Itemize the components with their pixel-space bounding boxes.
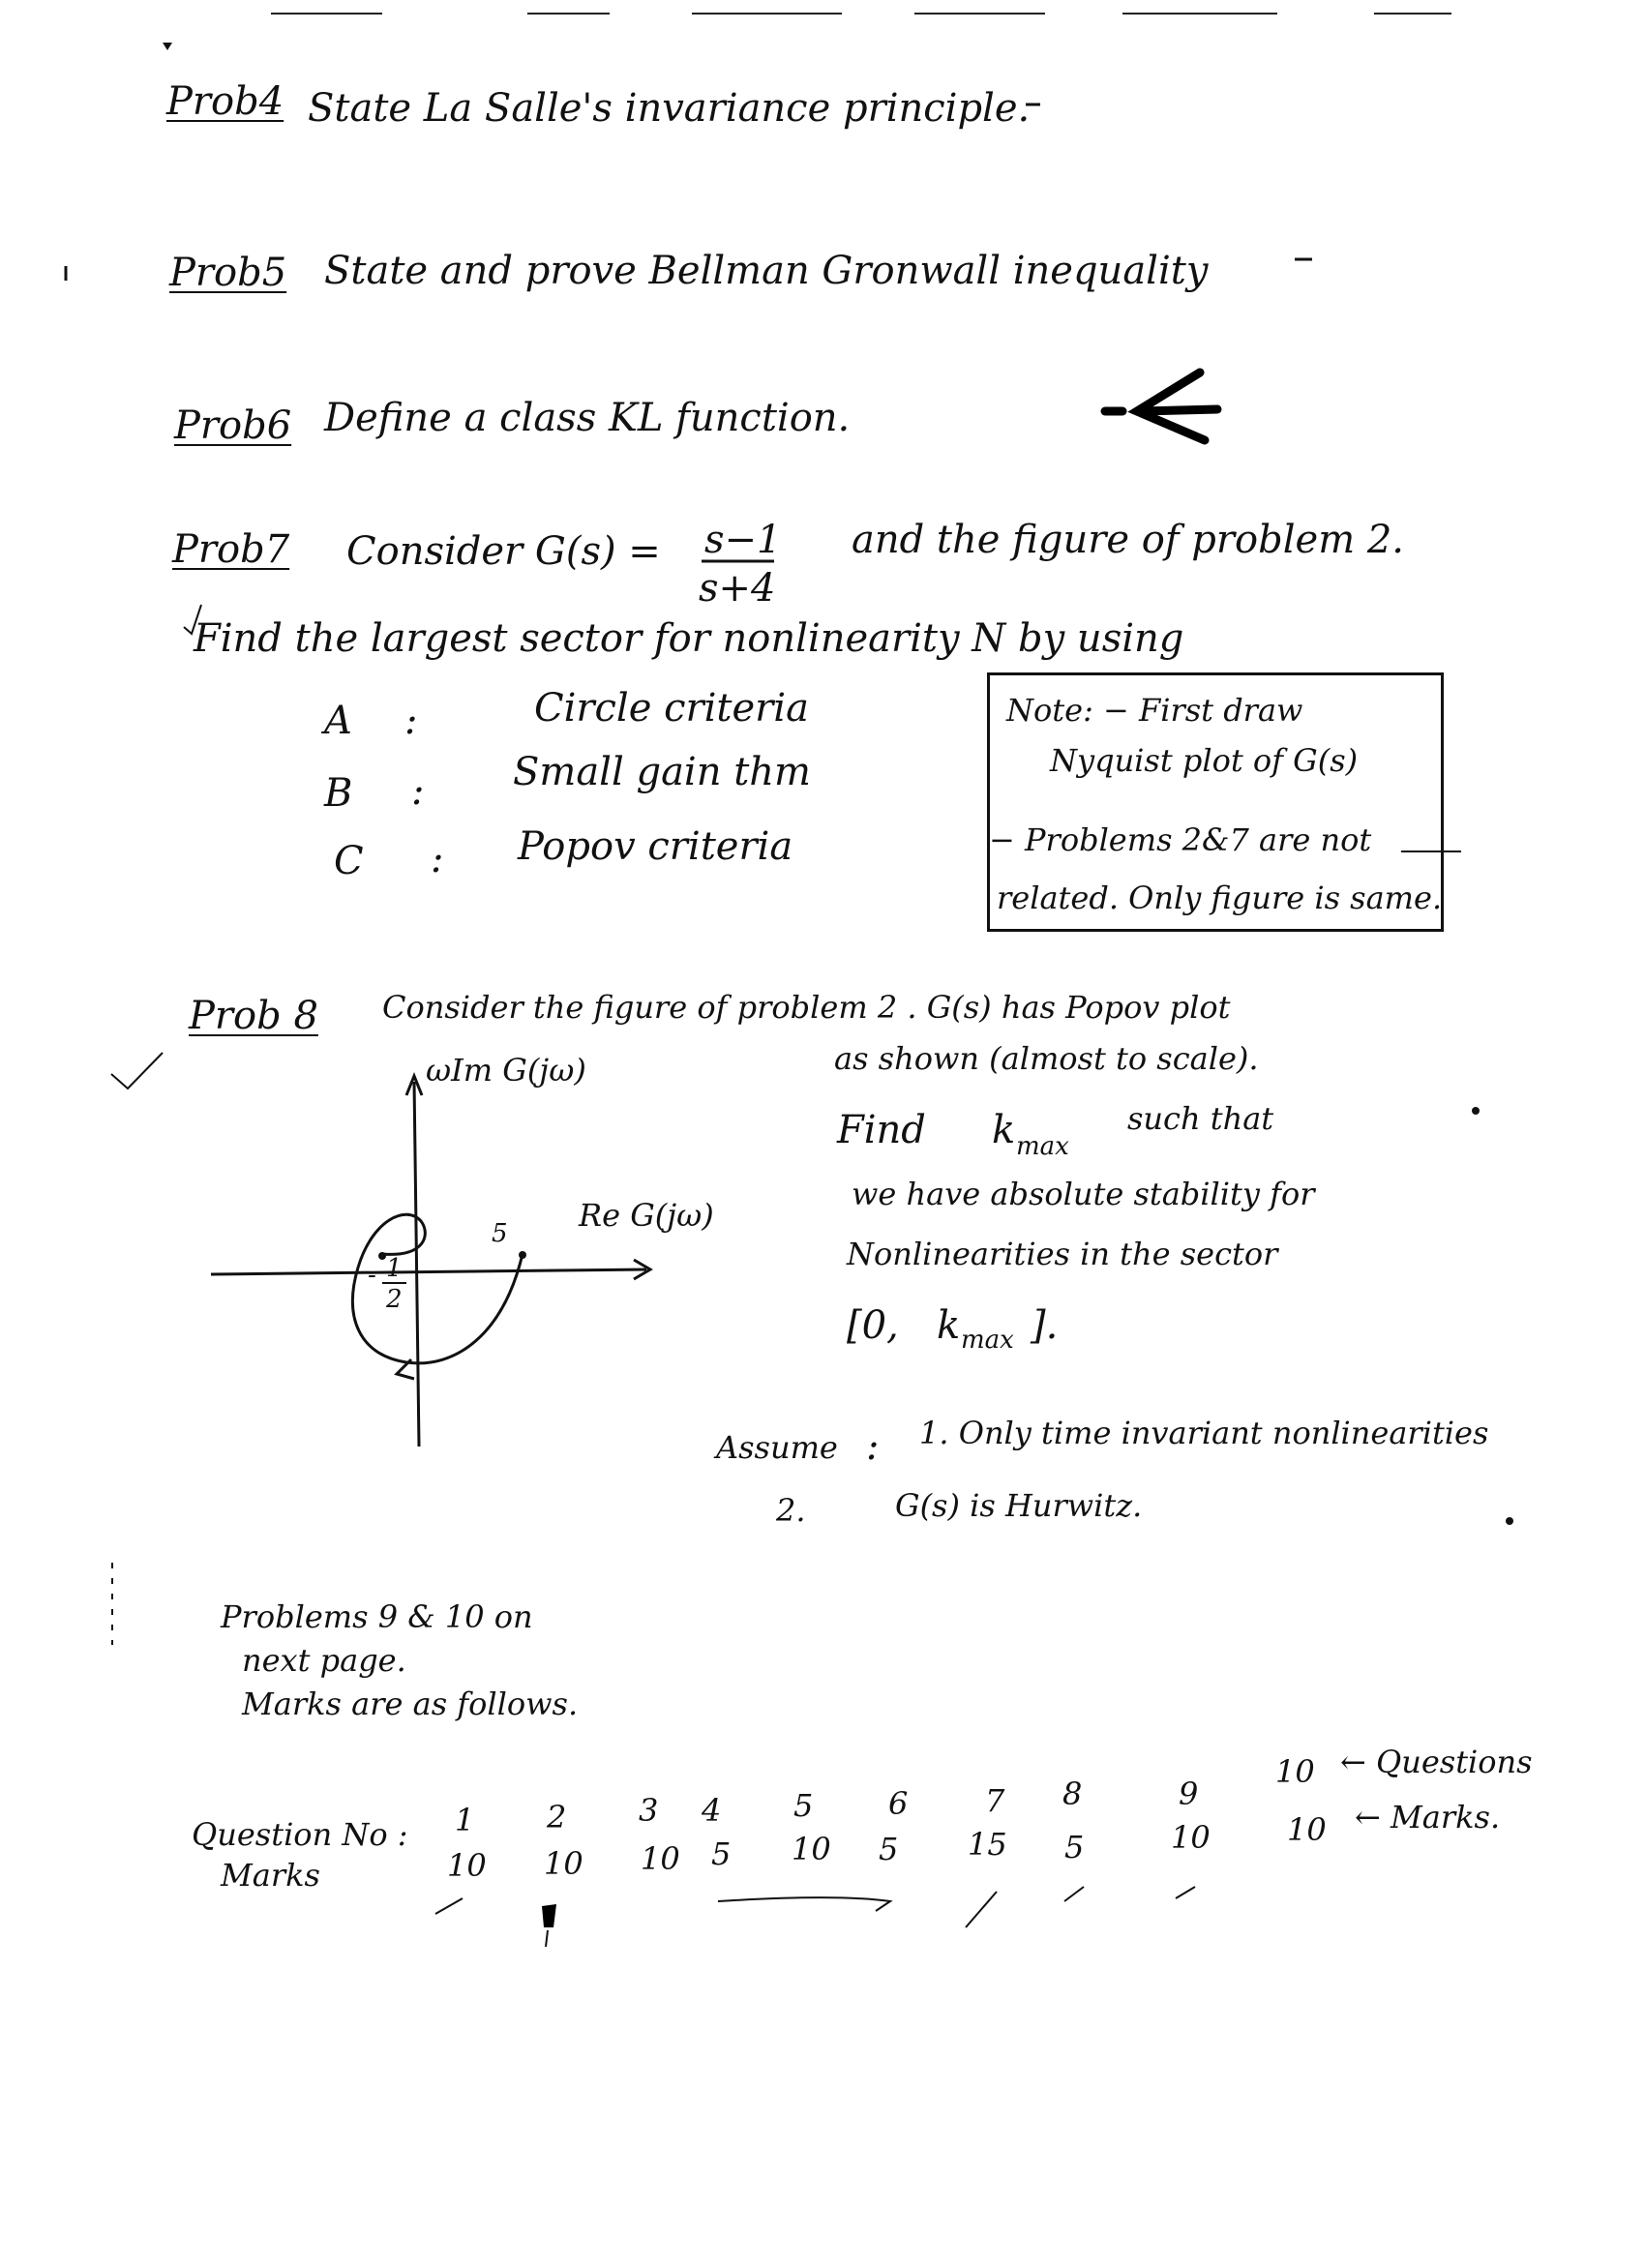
plot-mark-half-den: 2	[386, 1285, 403, 1314]
marks-value: 10	[641, 1840, 680, 1877]
prob7-item-value: Small gain thm	[513, 750, 811, 794]
prob8-k-sub: max	[1016, 1132, 1069, 1161]
mark-blot	[542, 1904, 556, 1927]
note-line1: Note: − First draw	[1006, 692, 1303, 729]
marks-value: 10	[447, 1847, 487, 1884]
prob7-numerator: s−1	[704, 518, 782, 562]
footer-line3: Marks are as follows.	[242, 1686, 579, 1722]
prob7-item-key: A	[324, 699, 352, 743]
marks-value: 5	[711, 1835, 732, 1872]
point-five	[519, 1251, 526, 1259]
question-number: 10	[1275, 1753, 1315, 1790]
note-line3: − Problems 2&7 are not	[989, 821, 1372, 858]
prob8-such-that: such that	[1127, 1100, 1274, 1137]
prob8-sector-close: ].	[1031, 1303, 1059, 1348]
plot-mark-half-num: 1	[386, 1254, 403, 1283]
prob7-item-key: B	[324, 771, 353, 816]
prob7-after: and the figure of problem 2.	[852, 518, 1404, 562]
question-number: 6	[888, 1785, 909, 1822]
questions-note: ← Questions	[1340, 1744, 1533, 1780]
prob8-sector-sub: max	[961, 1326, 1014, 1355]
question-number: 5	[793, 1787, 814, 1824]
plot-x-label: Re G(jω)	[579, 1197, 714, 1234]
prob7-item-value: Circle criteria	[534, 686, 809, 731]
marks-value: 10	[1171, 1819, 1211, 1856]
plot-mark-5: 5	[492, 1219, 508, 1248]
marks-value: 10	[1287, 1811, 1327, 1848]
assume-1: 1. Only time invariant nonlinearities	[919, 1415, 1489, 1451]
prob4-text: State La Salle's invariance principle.	[308, 86, 1031, 131]
question-number: 2	[547, 1799, 567, 1835]
note-line2: Nyquist plot of G(s)	[1050, 742, 1359, 779]
marks-value: 5	[879, 1831, 899, 1867]
question-number: 8	[1062, 1776, 1083, 1812]
note-line4: related. Only figure is same.	[997, 880, 1443, 916]
prob7-label: Prob7	[172, 527, 290, 572]
prob6-label: Prob6	[174, 403, 292, 448]
stray-dot	[1472, 1107, 1480, 1115]
assume-label: Assume	[716, 1429, 838, 1466]
prob7-line2: Find the largest sector for nonlinearity N by using	[194, 616, 1184, 661]
prob6-text: Define a class KL function.	[324, 396, 851, 440]
prob4-label: Prob4	[166, 79, 284, 124]
prob8-find2: we have absolute stability for	[852, 1176, 1315, 1212]
question-number: 4	[702, 1792, 722, 1829]
question-number: 1	[455, 1802, 475, 1838]
prob8-find3: Nonlinearities in the sector	[847, 1236, 1278, 1272]
question-number: 9	[1179, 1776, 1199, 1812]
question-number: 7	[985, 1782, 1005, 1819]
prob7-item-sep: :	[411, 769, 425, 814]
prob7-item-sep: :	[431, 837, 444, 881]
assume-sep: :	[866, 1424, 880, 1469]
prob7-item-value: Popov criteria	[518, 824, 793, 869]
marks-value: 5	[1064, 1829, 1085, 1865]
prob7-item-key: C	[334, 839, 364, 883]
marks-value: 10	[792, 1831, 831, 1867]
prob5-label: Prob5	[169, 251, 287, 295]
prob8-line1: Consider the figure of problem 2 . G(s) has Popov plot	[382, 989, 1231, 1026]
check-mark-icon	[111, 1053, 163, 1089]
prob8-find: Find	[837, 1108, 926, 1152]
marks-note: ← Marks.	[1355, 1799, 1501, 1835]
question-no-label: Question No :	[192, 1816, 408, 1853]
marks-value: 15	[968, 1826, 1007, 1863]
prob8-sector-k: k	[937, 1303, 961, 1348]
popov-plot-axes	[211, 1076, 650, 1447]
plot-mark-minus: -	[368, 1261, 376, 1290]
marks-value: 10	[544, 1845, 583, 1882]
prob8-label: Prob 8	[189, 994, 318, 1038]
plot-y-label: ωIm G(jω)	[426, 1052, 586, 1089]
footer-line1: Problems 9 & 10 on	[221, 1598, 533, 1635]
prob7-consider: Consider G(s) =	[346, 529, 661, 574]
prob8-k: k	[992, 1108, 1016, 1152]
prob8-sector-open: [0,	[847, 1303, 899, 1348]
question-number: 3	[639, 1792, 659, 1829]
prob7-item-sep: :	[404, 699, 418, 743]
prob8-line2: as shown (almost to scale).	[834, 1040, 1259, 1077]
point-minus-half	[378, 1252, 386, 1260]
footer-line2: next page.	[242, 1642, 406, 1679]
assume-2: G(s) is Hurwitz.	[895, 1487, 1143, 1524]
prob7-denominator: s+4	[699, 566, 776, 611]
marks-label: Marks	[221, 1857, 320, 1894]
stray-dot	[1506, 1517, 1513, 1525]
prob5-text: State and prove Bellman Gronwall inequality	[324, 249, 1209, 293]
scan-mark	[163, 43, 172, 50]
assume-2-num: 2.	[776, 1492, 806, 1529]
arrow-pointer-icon	[1105, 373, 1217, 440]
mark-blot-tail	[546, 1930, 548, 1947]
